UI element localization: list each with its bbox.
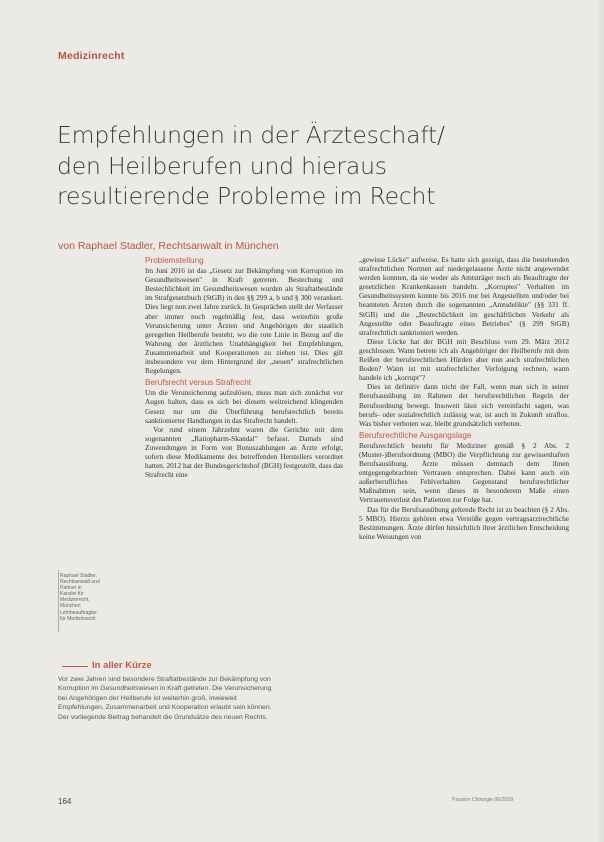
summary-text: Vor zwei Jahren sind besondere Straftatbestände zur Bekämpfung von Korruption im Gesundheitswesen in Kraft getreten. Die Verunsicherung bei Angehörigen der Heilberufe ist weiterhin groß, inwieweit Empfehlungen, Zusammenarbeit und Kooperation erlaubt sein können. Der vorliegende Beitrag behandelt die Grundsätze des neuen Rechts. (58, 676, 272, 721)
sidenote-line: Raphael Stadler, (60, 573, 97, 579)
paragraph: Dies ist definitiv dann nicht der Fall, wenn man sich in seiner Berufsausübung im Rahmen der berufsrechtlichen Regeln der Berufsordnung bewegt. Insoweit lässt sich vereinfacht sagen, was berufs- oder sozialrechtlich zulässig war, ist auch in Zukunft straflos. Was bisher verboten war, bleibt grundsätzlich verboten. (359, 382, 569, 428)
page-number: 164 (58, 797, 72, 806)
sidenote-line: für Medizinrecht (60, 615, 96, 622)
sidenote-line: Rechtsanwalt und (60, 579, 100, 586)
sidenote-line: Medizinrecht, (60, 597, 90, 604)
paragraph: Berufsrechtlich besteht für Mediziner gemäß § 2 Abs. 2 (Muster-)Berufsordnung (MBO) die Verpflichtung zur gewissenhaften Berufsausübung. Ärzte müssen demnach dem ihnen entgegengebrachten Vertrauen entsprechen. Dabei kann auch ein außerberufliches Fehlverhalten Gegenstand berufsrechtlicher Maßnahmen sein, wenn dieses in besonderem Maße einen Vertrauensverlust des Patienten zur Folge hat. (359, 440, 569, 505)
sidenote-line: Lehrbeauftragter (60, 609, 97, 616)
section-label: Medizinrecht (58, 50, 125, 62)
summary-accent-line (62, 666, 88, 667)
title-line-2: den Heilberufen und hieraus (57, 151, 387, 180)
author-sidenote (60, 573, 138, 622)
paragraph: Um die Verunsicherung aufzulösen, muss man sich zunächst vor Augen halten, dass es sich bei diesem weitreichend klingenden Gesetz nur um die Überführung berufsrechtlich bereits sanktionierter Handlungen in das Strafrecht handelt. (145, 388, 343, 425)
title-line-3: resultierende Probleme im Recht (57, 182, 436, 210)
paragraph: Das für die Berufsausübung geltende Recht ist zu beachten (§ 2 Abs. 5 MBO). Hierzu gehören etwa Verstöße gegen vertragsarztrechtliche Bestimmungen. Ärzte dürfen hinsichtlich ihrer ärztlichen Entscheidung keine Weisungen von (359, 504, 569, 541)
article-title (57, 120, 577, 212)
page-fold-shadow (596, 0, 604, 842)
paragraph: Diese Lücke hat der BGH mit Beschluss vom 29. März 2012 geschlossen. Wann betrete ich als Angehöriger der Heilberufe mit dem Reißen der berufsrechtlichen Hürden aber nun auch strafrechtlichen Boden? Wann ist mit strafrechtlicher Verfolgung rechnen, wann handele ich „korrupt"? (359, 336, 569, 383)
paragraph: Vor rund einem Jahrzehnt waren die Gerichte mit dem sogenannten „Ratiopharm-Skandal" befasst. Damals sind Zuwendungen in Form von Bonuszahlungen an Ärzte erfolgt, sofern diese Medikamente des betreffenden Herstellers verordnet hatten. 2012 hat der Bundesgerichtshof (BGH) festgestellt, dass das Strafrecht eine (145, 424, 343, 480)
heading-problemstellung: Problemstellung (145, 256, 204, 265)
summary-title: In aller Kürze (92, 660, 152, 671)
paragraph: Im Juni 2016 ist das „Gesetz zur Bekämpfung von Korruption im Gesundheitswesen" in Kraft getreten. Bestechung und Bestechlichkeit im Gesundheitswesen wurden als Straftatbestände im Strafgesetzbuch (StGB) in den §§ 299 a, b und § 300 verankert. Dies liegt nun zwei Jahre zurück. In Gesprächen stellt der Verfasser aber immer noch regelmäßig fest, dass weiterhin große Verunsicherung unter Ärzten und Angehörigen der staatlich geregelten Heilberufe besteht, wo die rote Linie in Bezug auf die Wahrung der ärztlichen Unabhängigkeit bei Empfehlungen, Zusammenarbeit und Kooperationen zu ziehen ist. Dies gilt insbesondere vor dem Hintergrund der „neuen" strafrechtlichen Regelungen. (145, 266, 343, 376)
heading-berufsrecht: Berufsrecht versus Strafrecht (145, 378, 252, 388)
journal-footer: Passion Chirurgie 06/2018 (452, 797, 514, 803)
sidenote-line: München (60, 603, 81, 610)
heading-ausgangslage: Berufsrechtliche Ausgangslage (359, 430, 472, 440)
left-column (145, 253, 343, 673)
title-line-1: Empfehlungen in der Ärzteschaft/ (57, 121, 445, 149)
sidenote-line: Kanzlei für (60, 591, 84, 598)
right-column (359, 255, 569, 815)
sidenote-line: Partner in (60, 585, 82, 592)
byline: von Raphael Stadler, Rechtsanwalt in München (58, 240, 279, 252)
paragraph: „gewisse Lücke" aufweise. Es hatte sich gezeigt, dass die bestehenden strafrechtlichen Normen auf niedergelassene Ärzte nicht angewendet werden konnten, da sie weder als Amtsträger noch als Beauftragte der gesetzlichen Krankenkassen handeln. „Korruptes" Verhalten im Gesundheitssystem konnte bis 2016 nur bei Angestellten und/oder bei beamteten Ärzten durch die sogenannten „Amtsdelikte" (§§ 331 ff. StGB) und die „Bestechlichkeit im geschäftlichen Verkehr als Angestellte oder Beauftragte eines Betriebes" (§ 299 StGB) strafrechtlich sanktioniert werden. (359, 255, 569, 337)
